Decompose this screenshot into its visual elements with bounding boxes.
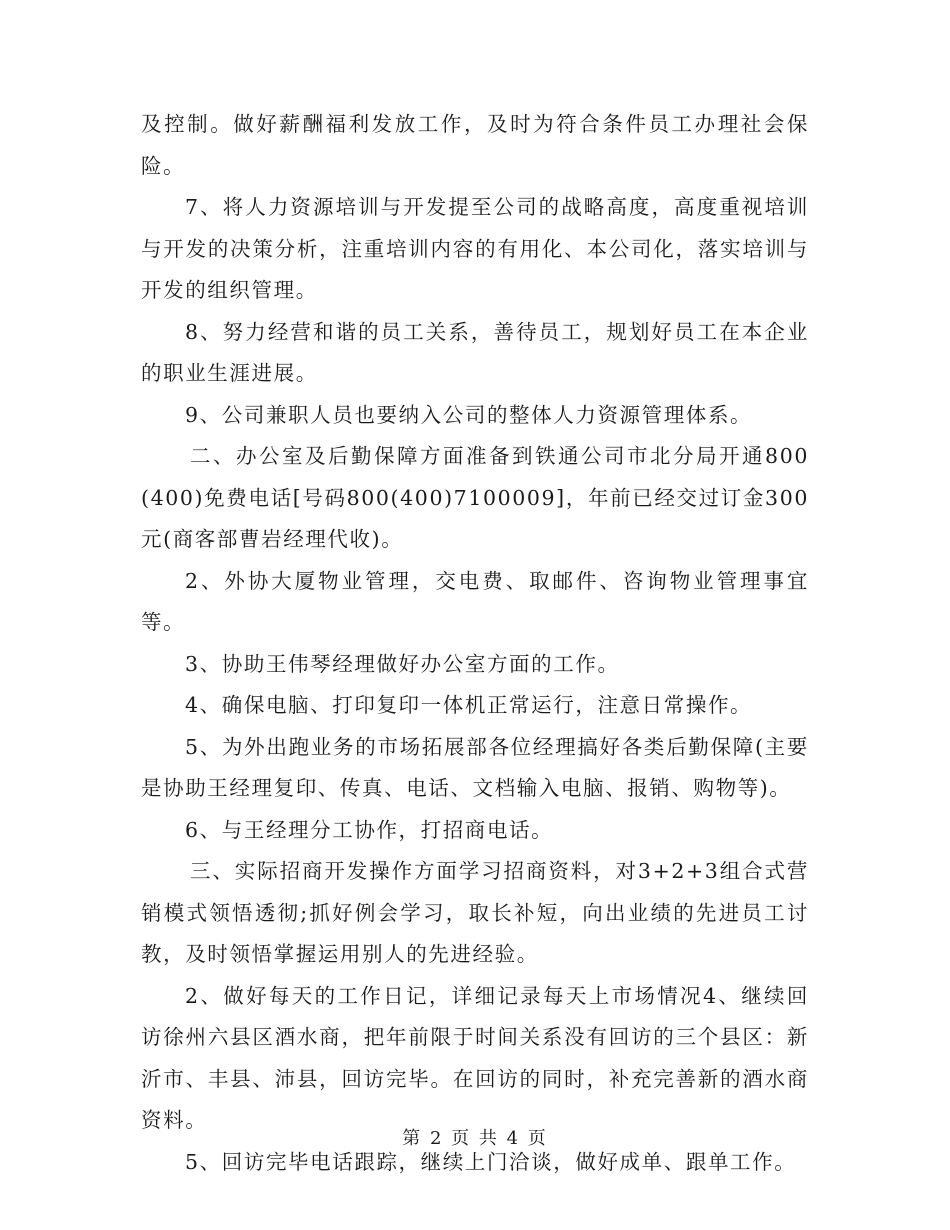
paragraph-item-8: 8、努力经营和谐的员工关系，善待员工，规划好员工在本企业的职业生涯进展。 bbox=[141, 319, 809, 385]
page-body bbox=[141, 104, 809, 1183]
page-footer: 第 2 页 共 4 页 bbox=[402, 1128, 548, 1149]
paragraph-office-item-6: 6、与王经理分工协作，打招商电话。 bbox=[185, 817, 554, 842]
section-heading-investment: 三、实际招商开发操作方面学习招商资料，对3+2+3组合式营销模式领悟透彻;抓好例会学习，取长补短，向出业绩的先进员工讨教，及时领悟掌握运用别人的先进经验。 bbox=[141, 859, 809, 966]
paragraph-office-item-5: 5、为外出跑业务的市场拓展部各位经理搞好各类后勤保障(主要是协助王经理复印、传真、电话、文档输入电脑、报销、购物等)。 bbox=[141, 734, 809, 800]
paragraph-item-7: 7、将人力资源培训与开发提至公司的战略高度，高度重视培训与开发的决策分析，注重培训内容的有用化、本公司化，落实培训与开发的组织管理。 bbox=[141, 195, 809, 302]
paragraph-office-item-2: 2、外协大厦物业管理，交电费、取邮件、咨询物业管理事宜等。 bbox=[141, 568, 809, 634]
paragraph-item-9: 9、公司兼职人员也要纳入公司的整体人力资源管理体系。 bbox=[185, 402, 753, 427]
paragraph-office-item-3: 3、协助王伟琴经理做好办公室方面的工作。 bbox=[185, 651, 620, 676]
paragraph-investment-item-2: 2、做好每天的工作日记，详细记录每天上市场情况4、继续回访徐州六县区酒水商，把年前限于时间关系没有回访的三个县区：新沂市、丰县、沛县，回访完毕。在回访的同时，补充完善新的酒水商资料。 bbox=[141, 983, 809, 1132]
section-heading-office-logistics: 二、办公室及后勤保障方面准备到铁通公司市北分局开通800(400)免费电话[号码800(400)7100009]，年前已经交过订金300元(商客部曹岩经理代收)。 bbox=[141, 444, 809, 551]
paragraph-continued: 及控制。做好薪酬福利发放工作，及时为符合条件员工办理社会保险。 bbox=[141, 112, 809, 178]
paragraph-office-item-4: 4、确保电脑、打印复印一体机正常运行，注意日常操作。 bbox=[185, 693, 753, 717]
paragraph-investment-item-5: 5、回访完毕电话跟踪，继续上门洽谈，做好成单、跟单工作。 bbox=[185, 1149, 797, 1174]
